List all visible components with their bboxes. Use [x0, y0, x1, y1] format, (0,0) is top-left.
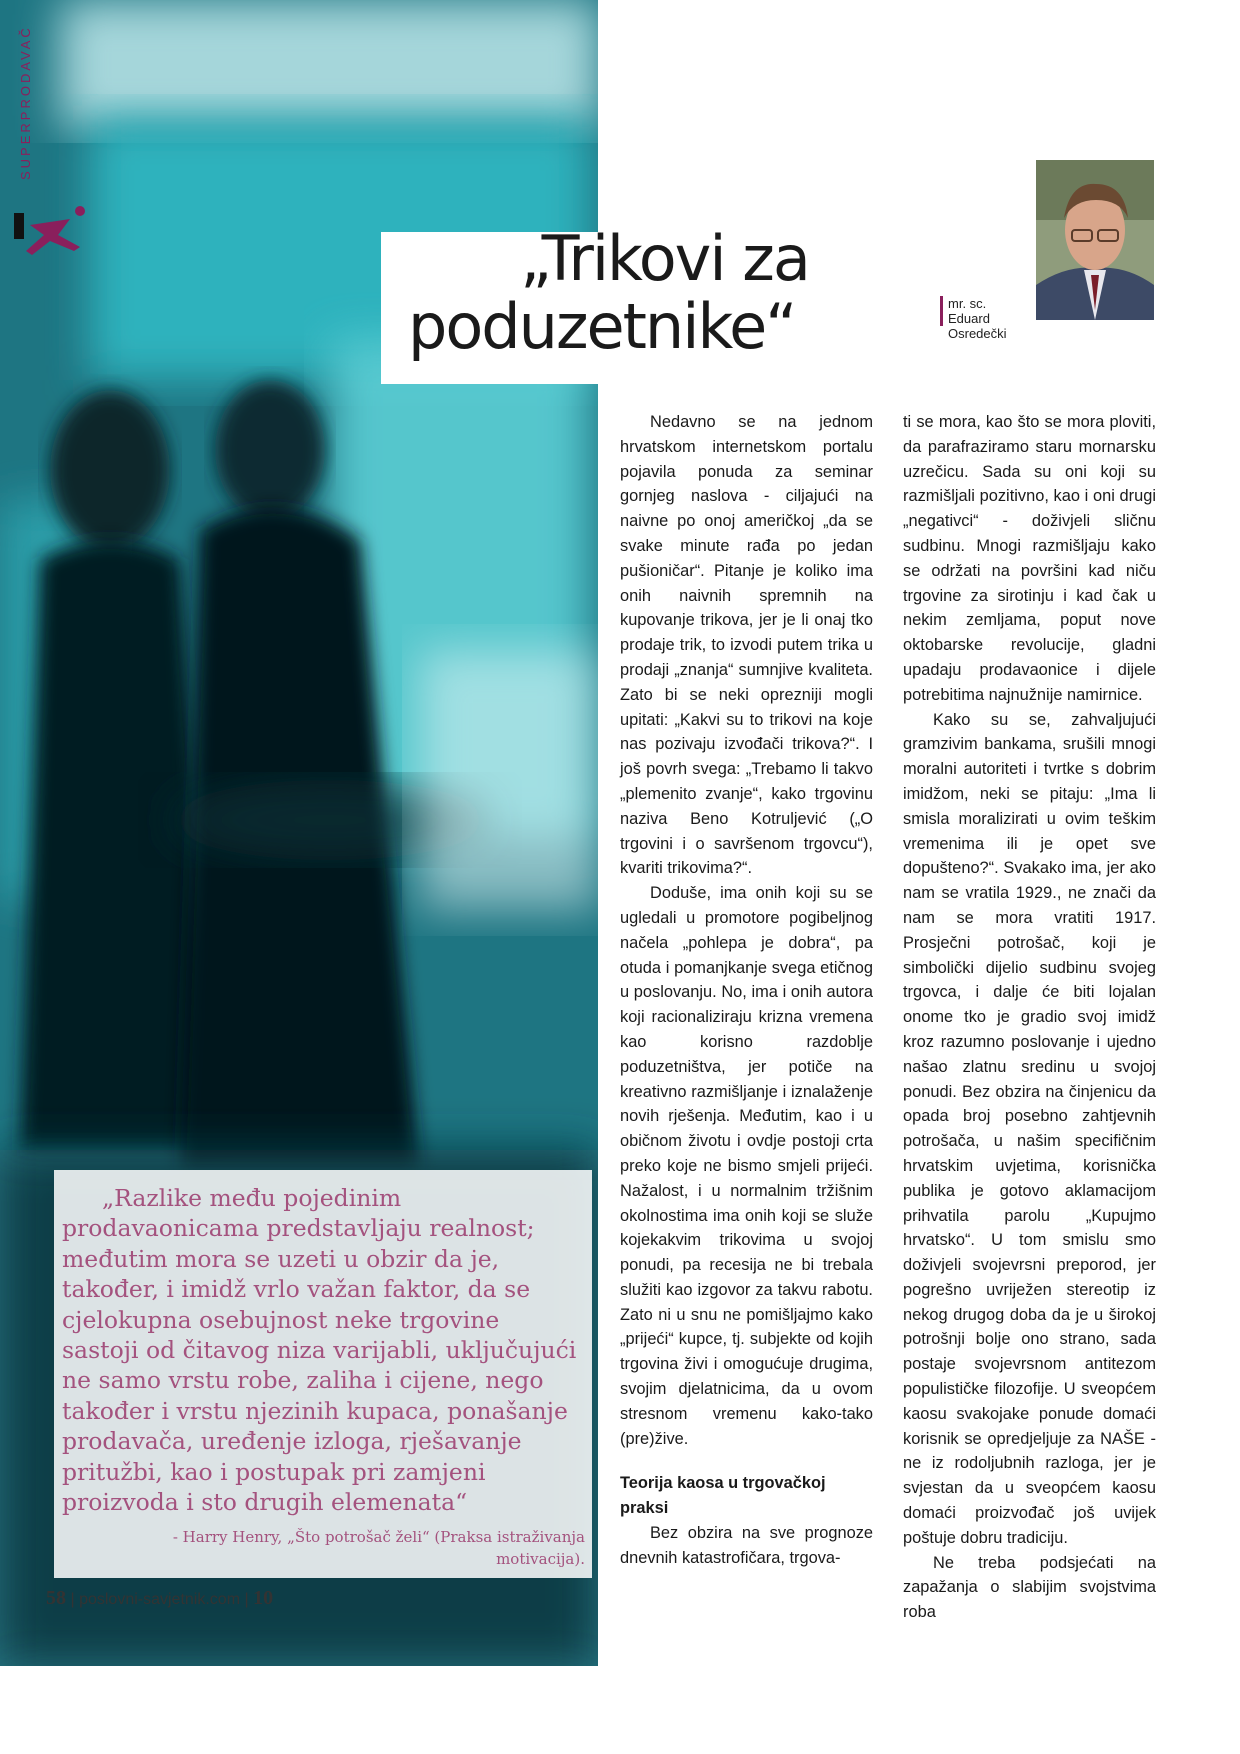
article-column-2: [903, 410, 1156, 1625]
issue-number: 10: [253, 1587, 274, 1609]
paragraph: Kako su se, zahvaljujući gramzivim bankama, srušili mnogi moralni autoriteti i tvrtke s dobrim imidžom, neki se pitaju: „Ima li smisla moralizirati u ovim teškim vremenima ili je opet sve dopušteno?“. Svakako ima, jer ako nam se vratila 1929., ne znači da nam se mora vratiti 1917. Prosječni potrošač, koji je simbolički dijelio sudbinu svojeg trgovca, i dalje će biti lojalan onome tko je gradio svoj imidž kroz razumno poslovanje i ujedno našao zlatnu sredinu u svojoj ponudi. Bez obzira na činjenicu da opada broj posebno zahtjevnih potrošača, u našim specifičnim hrvatskim uvjetima, korisnička publika je gotovo aklamacijom prihvatila parolu „Kupujmo hrvatsko“. U tom smislu smo doživjeli svojevrsni preporod, jer pogrešno uvriježen stereotip iz nekog drugog doba da je u širokoj potrošnji bolje ono strano, sada postaje svojevrsnom antitezom populističke filozofije. U sveopćem kaosu svakojake ponude domaći korisnik se opredjeljuje za NAŠE - ne iz rodoljubnih razloga, jer je svjestan da u sveopćem kaosu domaći proizvođač još uvijek poštuje dobru tradiciju.: [903, 710, 1156, 1547]
paragraph: Bez obzira na sve prognoze dnevnih katastrofičara, trgova-: [620, 1524, 873, 1567]
author-portrait: [1036, 160, 1154, 320]
portrait-icon: [1036, 160, 1154, 320]
subheading: Teorija kaosa u trgovačkoj praksi: [620, 1474, 826, 1518]
section-label: SUPERPRODAVAČ: [18, 25, 33, 180]
article-column-1: [620, 410, 873, 1571]
pull-quote-source: - Harry Henry, „Što potrošač želi“ (Praksa istraživanja motivacija).: [172, 1528, 585, 1568]
paragraph: Doduše, ima onih koji su se ugledali u promotore pogibeljnog načela „pohlepa je dobra“, pa otuda i pomanjkanje svega etičnog u poslovanju. No, ima i onih autora koji racionaliziraju krizna vremena kao korisno razdoblje poduzetništva, jer potiče na kreativno razmišljanje i iznalaženje novih rješenja. Međutim, kao i u običnom životu i ovdje postoji crta preko koje ne bismo smjeli prijeći. Nažalost, i u normalnim tržišnim okolnostima ima onih koji se služe kojekakvim trikovima u svojoj ponudi, pa recesija ne bi trebala služiti kao izgovor za takvu rabotu. Zato ni u snu ne pomišljajmo kako „prijeći“ kupce, tj. subjekte od kojih trgovina živi i omogućuje drugima, svojim djelatnicima, da u ovom stresnom vremenu kako-tako (pre)žive.: [620, 884, 873, 1448]
author-name: mr. sc. Eduard Osredečki: [948, 296, 1007, 341]
footer-divider: |: [244, 1591, 254, 1608]
paragraph: Ne treba podsjećati na zapažanja o slabijim svojstvima roba: [903, 1553, 1156, 1622]
article-title-line2: poduzetnike“: [408, 290, 796, 363]
footer-site: poslovni-savjetnik.com: [79, 1591, 241, 1608]
footer-divider: |: [70, 1591, 80, 1608]
article-title-line1: „Trikovi za: [520, 222, 809, 295]
paragraph: ti se mora, kao što se mora ploviti, da parafraziramo staru mornarsku uzrečicu. Sada su oni koji su razmišljali pozitivno, kao i oni drugi „negativci“ - doživjeli sličnu sudbinu. Mnogi razmišljaju kako se održati na površini kad niču trgovine za sirotinju i kad čak u nekim zemljama, poput nove oktobarske revolucije, gladni upadaju prodavaonice i dijele potrebitima najnužnije namirnice.: [903, 413, 1156, 704]
page-footer: [46, 1587, 273, 1610]
author-accent-bar: [940, 296, 943, 326]
page-number: 58: [46, 1587, 66, 1609]
runner-logo-icon: [10, 205, 94, 260]
paragraph: Nedavno se na jednom hrvatskom internetskom portalu pojavila ponuda za seminar gornjeg naslova - ciljajući na naivne po onoj američkoj „da se svake minute rađa po jedan pušioničar“. Pitanje je koliko ima onih naivnih spremnih na kupovanje trikova, jer je li onaj tko prodaje trik, to izvodi putem trika u prodaji „znanja“ sumnjive kvaliteta. Zato bi se neki oprezniji mogli upitati: „Kakvi su to trikovi na koje nas pozivaju izvođači trikova?“. I još povrh svega: „Trebamo li takvo „plemenito zvanje“, kako trgovinu naziva Beno Kotruljević („O trgovini i o savršenom trgovcu“), kvariti trikovima?“.: [620, 413, 873, 878]
pull-quote: „Razlike među pojedinim prodavaonicama predstavljaju realnost; međutim mora se uzeti u obzir da je, također, i imidž vrlo važan faktor, da se cjelokupna osebujnost neke trgovine sastoji od čitavog niza varijabli, uključujući ne samo vrstu robe, zaliha i cijene, nego također i vrstu njezinih kupaca, ponašanje prodavača, uređenje izloga, rješavanje pritužbi, kao i postupak pri zamjeni proizvoda i sto drugih elemenata“: [62, 1184, 577, 1517]
